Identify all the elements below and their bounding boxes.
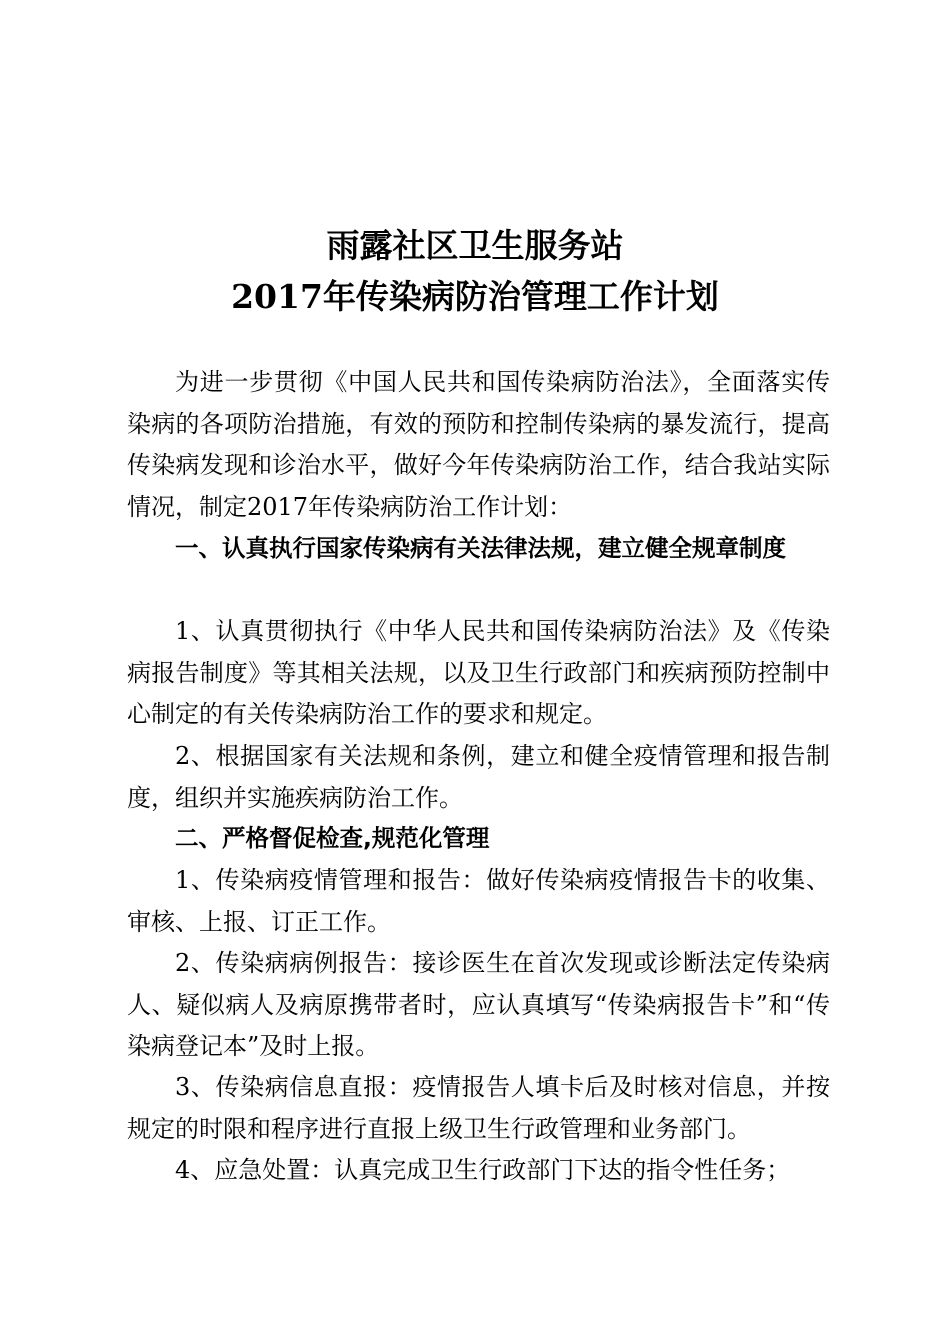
section1-heading: 一、认真执行国家传染病有关法律法规，建立健全规章制度: [175, 534, 786, 562]
intro-paragraph: 为进一步贯彻《中国人民共和国传染病防治法》，全面落实传染病的各项防治措施，有效的预防和控制传染病的暴发流行，提高传染病发现和诊治水平，做好今年传染病防治工作，结合我站实际情况，制定2017年传染病防治工作计划：: [127, 368, 830, 521]
document-title-line2: 2017年传染病防治管理工作计划: [231, 277, 719, 316]
section1-item1: 1、认真贯彻执行《中华人民共和国传染病防治法》及《传染病报告制度》等其相关法规，以及卫生行政部门和疾病预防控制中心制定的有关传染病防治工作的要求和规定。: [127, 617, 830, 729]
section2-item4: 4、应急处置：认真完成卫生行政部门下达的指令性任务；: [175, 1156, 791, 1184]
document-title-line1: 雨露社区卫生服务站: [326, 226, 624, 265]
section2-item3: 3、传染病信息直报：疫情报告人填卡后及时核对信息，并按规定的时限和程序进行直报上级卫生行政管理和业务部门。: [127, 1073, 830, 1143]
section2-item1: 1、传染病疫情管理和报告：做好传染病疫情报告卡的收集、审核、上报、订正工作。: [127, 866, 830, 936]
section1-item2: 2、根据国家有关法规和条例，建立和健全疫情管理和报告制度，组织并实施疾病防治工作。: [127, 742, 830, 812]
section2-item2: 2、传染病病例报告：接诊医生在首次发现或诊断法定传染病人、疑似病人及病原携带者时，应认真填写“传染病报告卡”和“传染病登记本”及时上报。: [127, 949, 830, 1061]
section2-heading: 二、严格督促检查,规范化管理: [175, 824, 490, 852]
